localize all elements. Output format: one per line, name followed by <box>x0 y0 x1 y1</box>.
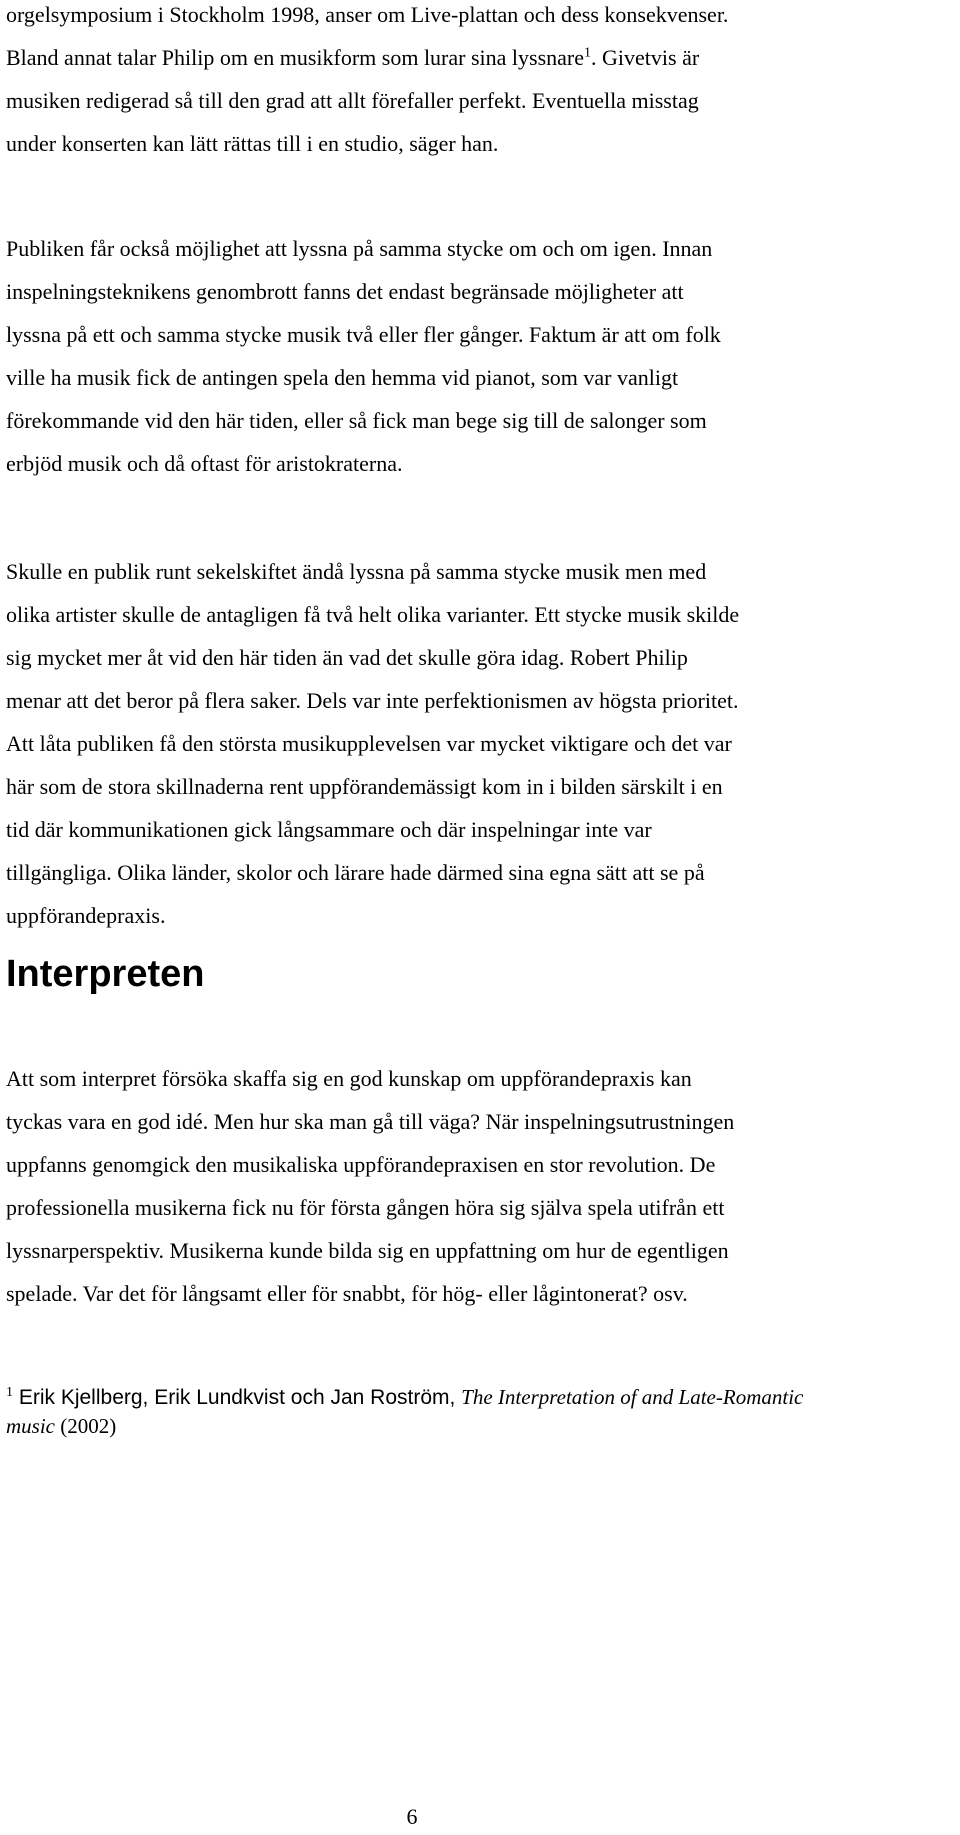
footnote-title: The Interpretation of and Late-Romantic <box>461 1385 804 1409</box>
paragraph-line: lyssnarperspektiv. Musikerna kunde bilda sig en uppfattning om hur de egentligen <box>6 1238 729 1263</box>
page-number: 6 <box>406 1804 418 1829</box>
paragraph-line: Skulle en publik runt sekelskiftet ändå lyssna på samma stycke musik men med <box>6 559 707 584</box>
paragraph-line: Publiken får också möjlighet att lyssna på samma stycke om och om igen. Innan <box>6 236 713 261</box>
paragraph-line: under konserten kan lätt rättas till i en studio, säger han. <box>6 131 499 156</box>
paragraph-line: förekommande vid den här tiden, eller så fick man bege sig till de salonger som <box>6 408 707 433</box>
paragraph-2 <box>6 227 956 485</box>
paragraph-line: orgelsymposium i Stockholm 1998, anser om Live-plattan och dess konsekvenser. <box>6 2 729 27</box>
paragraph-line: ville ha musik fick de antingen spela den hemma vid pianot, som var vanligt <box>6 365 679 390</box>
paragraph-line: Att som interpret försöka skaffa sig en god kunskap om uppförandepraxis kan <box>6 1066 692 1091</box>
paragraph-line: tid där kommunikationen gick långsammare och där inspelningar inte var <box>6 817 652 842</box>
paragraph-1 <box>6 0 956 165</box>
footnote-line <box>6 1412 956 1440</box>
paragraph-3 <box>6 550 956 937</box>
paragraph-line: här som de stora skillnaderna rent uppförandemässigt kom in i bilden särskilt i en <box>6 774 723 799</box>
footnote-title: music <box>6 1414 55 1438</box>
paragraph-line: olika artister skulle de antagligen få två helt olika varianter. Ett stycke musik skilde <box>6 602 740 627</box>
paragraph-4 <box>6 1057 956 1315</box>
paragraph-line <box>6 36 956 79</box>
footnote-authors: Erik Kjellberg, Erik Lundkvist och Jan Roström, <box>13 1386 462 1409</box>
paragraph-line: lyssna på ett och samma stycke musik två eller fler gånger. Faktum är att om folk <box>6 322 721 347</box>
paragraph-line: tillgängliga. Olika länder, skolor och lärare hade därmed sina egna sätt att se på <box>6 860 705 885</box>
paragraph-line: spelade. Var det för långsamt eller för snabbt, för hög- eller lågintonerat? osv. <box>6 1281 688 1306</box>
footnote-marker: 1 <box>6 1385 13 1400</box>
paragraph-text: Bland annat talar Philip om en musikform som lurar sina lyssnare <box>6 45 585 70</box>
paragraph-line: uppförandepraxis. <box>6 903 166 928</box>
paragraph-line: sig mycket mer åt vid den här tiden än vad det skulle göra idag. Robert Philip <box>6 645 688 670</box>
paragraph-line: erbjöd musik och då oftast för aristokraterna. <box>6 451 403 476</box>
footnote-line <box>6 1383 956 1412</box>
section-heading: Interpreten <box>6 953 205 995</box>
paragraph-line: menar att det beror på flera saker. Dels var inte perfektionismen av högsta prioritet. <box>6 688 739 713</box>
paragraph-line: uppfanns genomgick den musikaliska uppförandepraxisen en stor revolution. De <box>6 1152 716 1177</box>
paragraph-line: inspelningsteknikens genombrott fanns det endast begränsade möjligheter att <box>6 279 684 304</box>
paragraph-line: tyckas vara en god idé. Men hur ska man gå till väga? När inspelningsutrustningen <box>6 1109 735 1134</box>
paragraph-text: . Givetvis är <box>591 45 700 70</box>
paragraph-line: professionella musikerna fick nu för första gången höra sig själva spela utifrån ett <box>6 1195 725 1220</box>
footnote <box>6 1383 956 1440</box>
footnote-year: (2002) <box>55 1414 117 1438</box>
paragraph-line: Att låta publiken få den största musikupplevelsen var mycket viktigare och det var <box>6 731 732 756</box>
paragraph-line: musiken redigerad så till den grad att allt förefaller perfekt. Eventuella misstag <box>6 88 699 113</box>
footnote-reference[interactable]: 1 <box>584 45 592 61</box>
